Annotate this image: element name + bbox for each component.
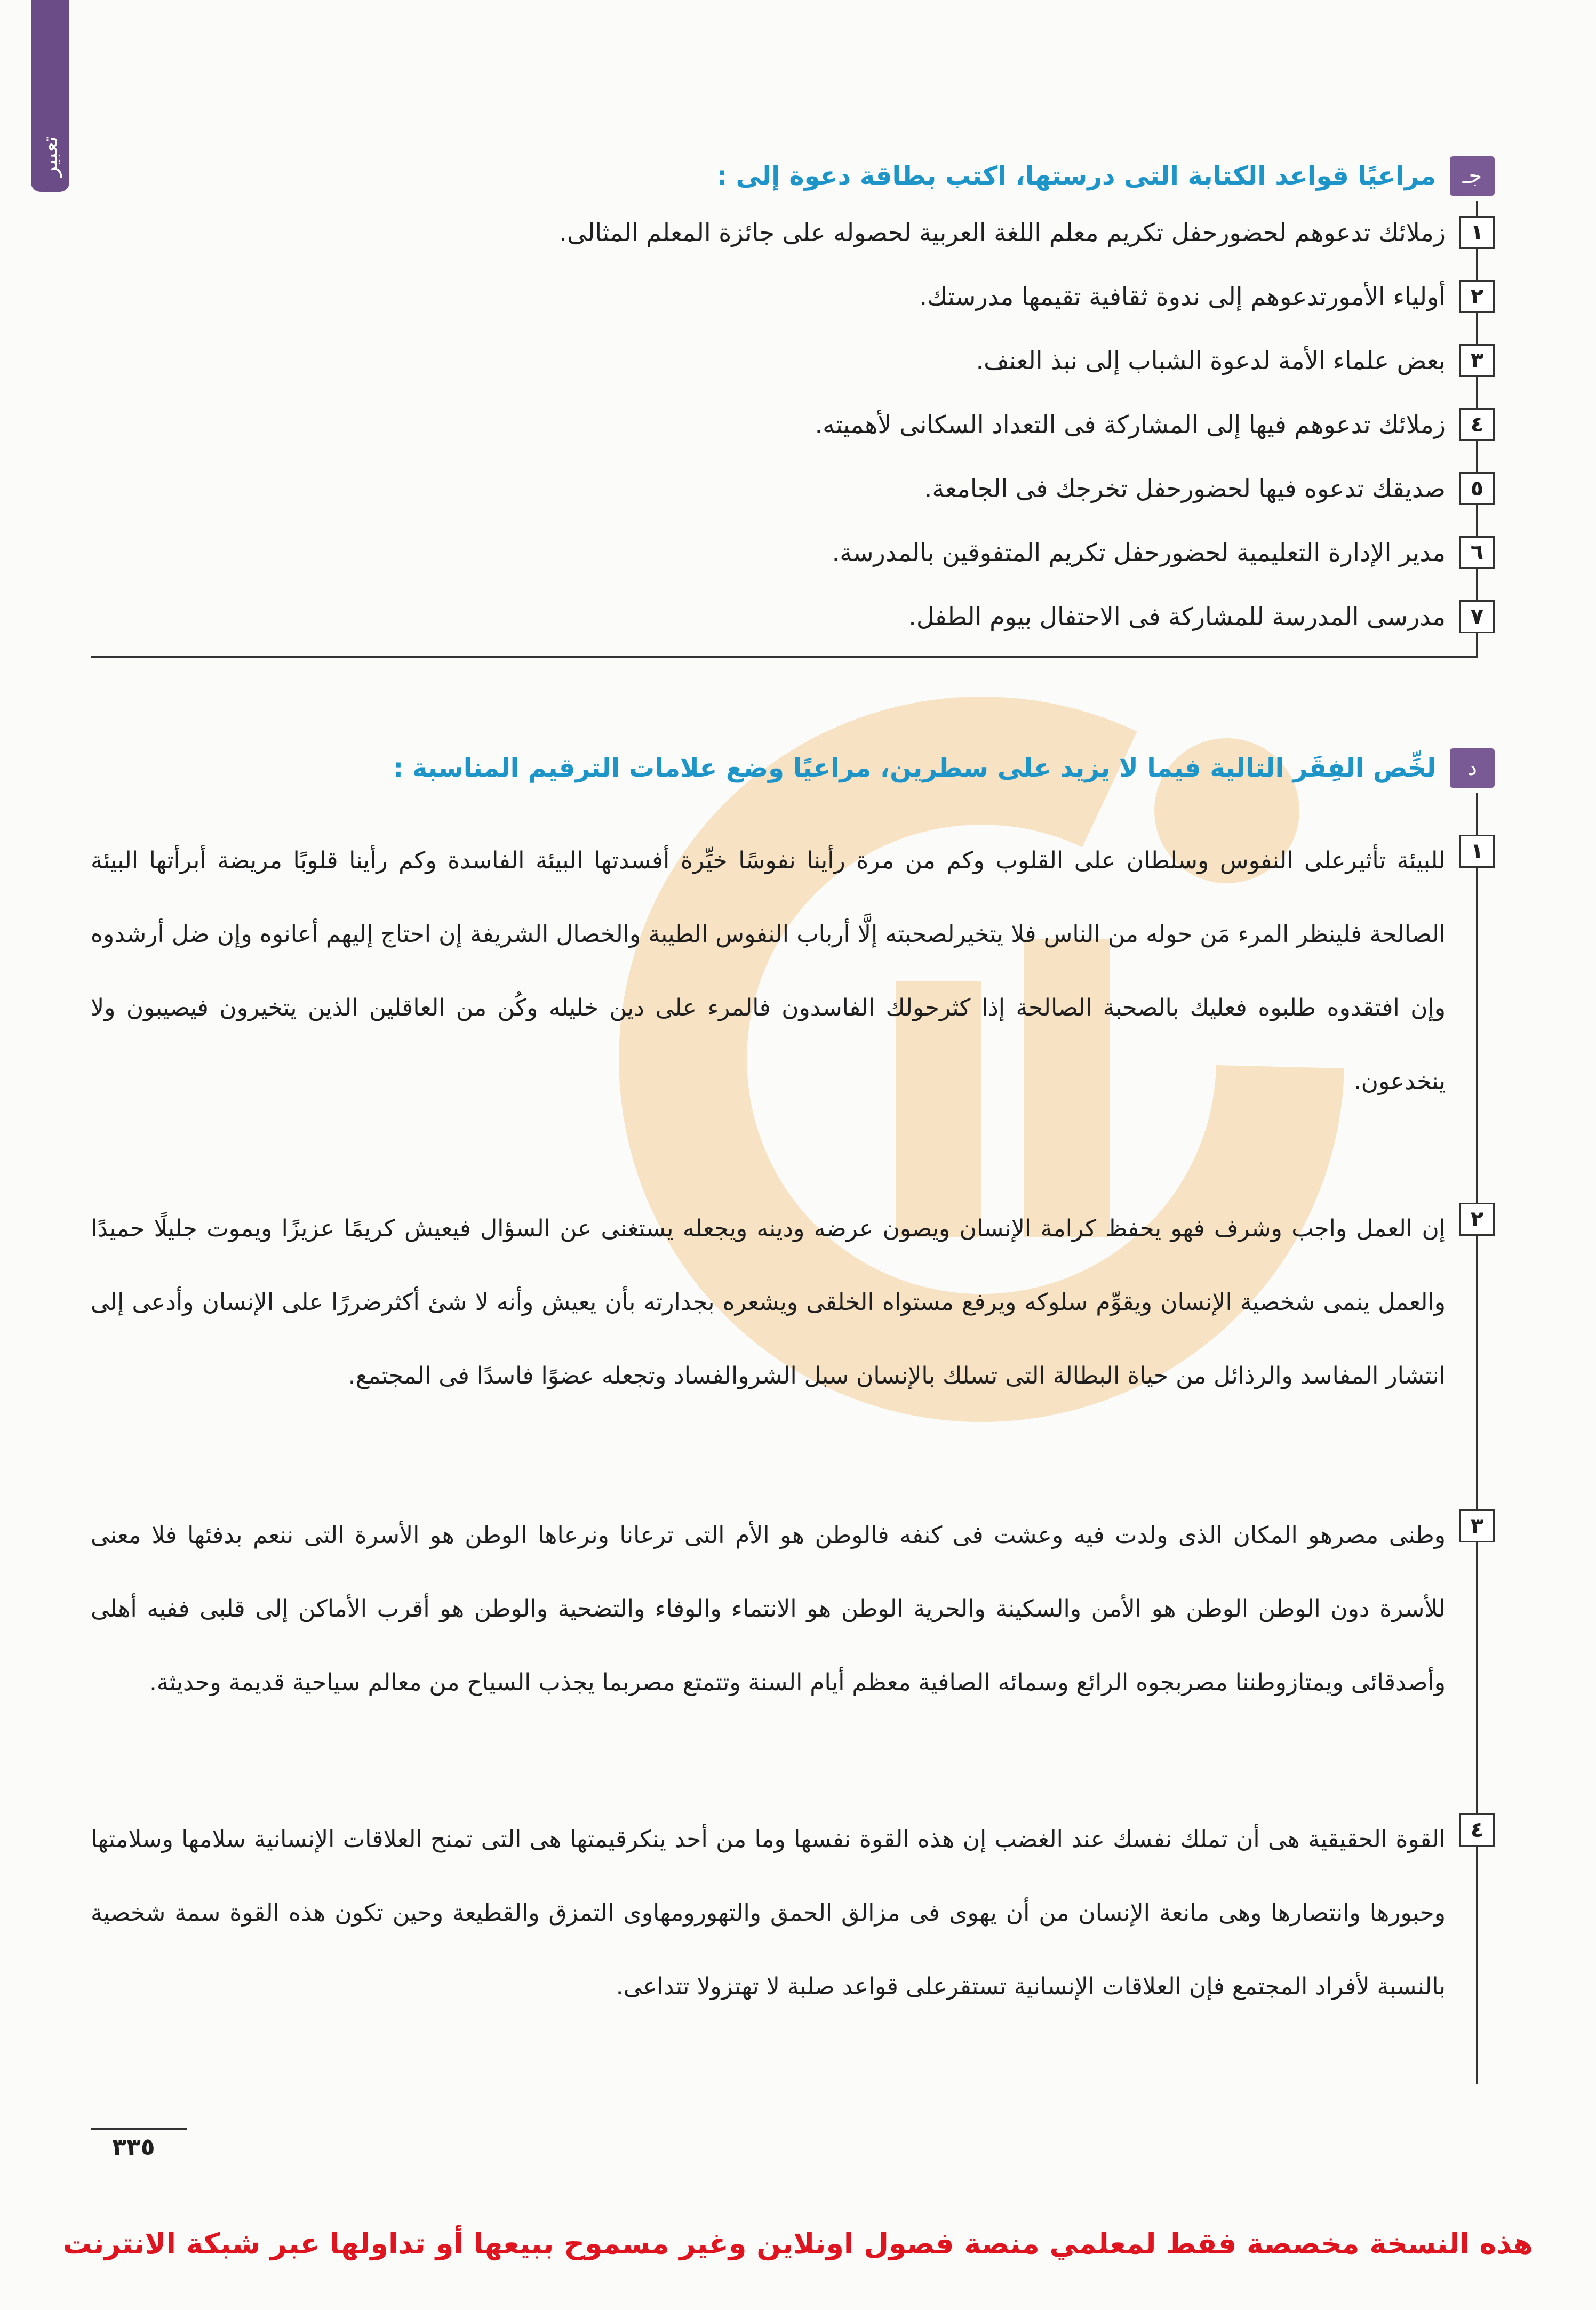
item-paragraph: القوة الحقيقية هى أن تملك نفسك عند الغضب إن هذه القوة نفسها وما من أحد ينكرقيمتها هى التى تمنح العلاقات الإنسانية سلامها وسلامتها وحبورها وانتصارها وهى مانعة الإنسان من أن يهوى فى مزالق الحمق والتهورومهاوى التمزق والقطيعة وحين تكون هذه القوة سمة شخصية بالنسبة لأفراد المجتمع فإن العلاقات الإنسانية تستقرعلى قواعد صلبة لا تهتزولا تتداعى.	[91, 1826, 1446, 2000]
section-d	[91, 744, 1495, 2109]
item-paragraph: إن العمل واجب وشرف فهو يحفظ كرامة الإنسان ويصون عرضه ودينه ويجعله يستغنى عن السؤال فيعيش كريمًا عزيزًا ويموت جليلًا حميدًا والعمل ينمى شخصية الإنسان ويقوِّم سلوكه ويرفع مستواه الخلقى ويشعره بجدارته بأن يعيش وأنه لا شئ أكثرضررًا على الإنسان وأدعى إلى انتشار المفاسد والرذائل من حياة البطالة التى تسلك بالإنسان سبل الشروالفساد وتجعله عضوًا فاسدًا فى المجتمع.	[91, 1215, 1446, 1389]
copyright-notice: هذه النسخة مخصصة فقط لمعلمي منصة فصول اونلاين وغير مسموح ببيعها أو تداولها عبر شبكة الانترنت	[62, 2227, 1534, 2260]
item-number: ٥	[1459, 472, 1495, 505]
page-number: ٣٣٥	[112, 2133, 155, 2161]
section-c-header	[91, 152, 1495, 200]
section-d-badge: د	[1450, 748, 1495, 788]
item-number: ٦	[1459, 536, 1495, 569]
section-d-header	[91, 744, 1495, 792]
item-number: ٢	[1459, 280, 1495, 313]
item-paragraph: للبيئة تأثيرعلى النفوس وسلطان على القلوب وكم من مرة رأينا نفوسًا خيِّرة أفسدتها البيئة الفاسدة وكم رأينا قلوبًا مريضة أبرأتها البيئة الصالحة فلينظر المرء مَن حوله من الناس فلا يتخيرلصحبته إلَّا أرباب النفوس الطيبة والخصال الشريفة إن احتاج إليهم أعانوه وإن ضل أرشدوه وإن افتقدوه طلبوه فعليك بالصحبة الصالحة إذا كثرحولك الفاسدون فالمرء على دين خليله وكُن من العاقلين الذين يتخيرون فيصيبون ولا ينخدعون.	[91, 847, 1446, 1095]
list-item	[91, 824, 1495, 1171]
item-number: ٤	[1459, 1813, 1495, 1847]
list-item	[91, 1499, 1495, 1797]
item-text: بعض علماء الأمة لدعوة الشباب إلى نبذ العنف.	[976, 346, 1446, 375]
item-number: ٣	[1459, 1509, 1495, 1542]
item-text: مدرسى المدرسة للمشاركة فى الاحتفال بيوم الطفل.	[908, 602, 1446, 631]
section-c-title: مراعيًا قواعد الكتابة التى درستها، اكتب بطاقة دعوة إلى :	[716, 161, 1436, 191]
item-text: مدير الإدارة التعليمية لحضورحفل تكريم المتفوقين بالمدرسة.	[832, 538, 1446, 567]
side-tab-label: تعبير	[38, 136, 62, 177]
section-c-badge: جـ	[1450, 156, 1495, 196]
item-number: ٣	[1459, 344, 1495, 377]
item-number: ٤	[1459, 408, 1495, 441]
list-item	[91, 1803, 1495, 2101]
section-c	[91, 152, 1495, 685]
item-paragraph: وطنى مصرهو المكان الذى ولدت فيه وعشت فى كنفه فالوطن هو الأم التى ترعانا ونرعاها الوطن هو الأسرة التى ننعم بدفئها فلا معنى للأسرة دون الوطن الوطن هو الأمن والسكينة والحرية الوطن هو الانتماء والوفاء والتضحية والوطن هو أقرب الأماكن إلى قلبى ففيه أهلى وأصدقائى ويمتازوطننا مصربجوه الرائع وسمائه الصافية معظم أيام السنة وتتمتع مصربما يجذب السياح من معالم سياحية قديمة وحديثة.	[91, 1522, 1446, 1696]
section-c-bottom-rule	[91, 656, 1478, 658]
item-number: ٢	[1459, 1203, 1495, 1236]
item-text: زملائك تدعوهم لحضورحفل تكريم معلم اللغة العربية لحصوله على جائزة المعلم المثالى.	[559, 218, 1446, 247]
item-text: زملائك تدعوهم فيها إلى المشاركة فى التعداد السكانى لأهميته.	[815, 410, 1446, 439]
list-item	[91, 1192, 1495, 1491]
item-number: ٧	[1459, 600, 1495, 633]
section-d-title: لخِّص الفِقَر التالية فيما لا يزيد على سطرين، مراعيًا وضع علامات الترقيم المناسبة :	[393, 753, 1436, 783]
item-number: ١	[1459, 835, 1495, 868]
page-number-rule	[91, 2128, 187, 2130]
section-side-tab	[31, 0, 69, 192]
item-number: ١	[1459, 216, 1495, 249]
item-text: صديقك تدعوه فيها لحضورحفل تخرجك فى الجامعة.	[924, 474, 1446, 503]
item-text: أولياء الأمورتدعوهم إلى ندوة ثقافية تقيمها مدرستك.	[919, 282, 1446, 311]
